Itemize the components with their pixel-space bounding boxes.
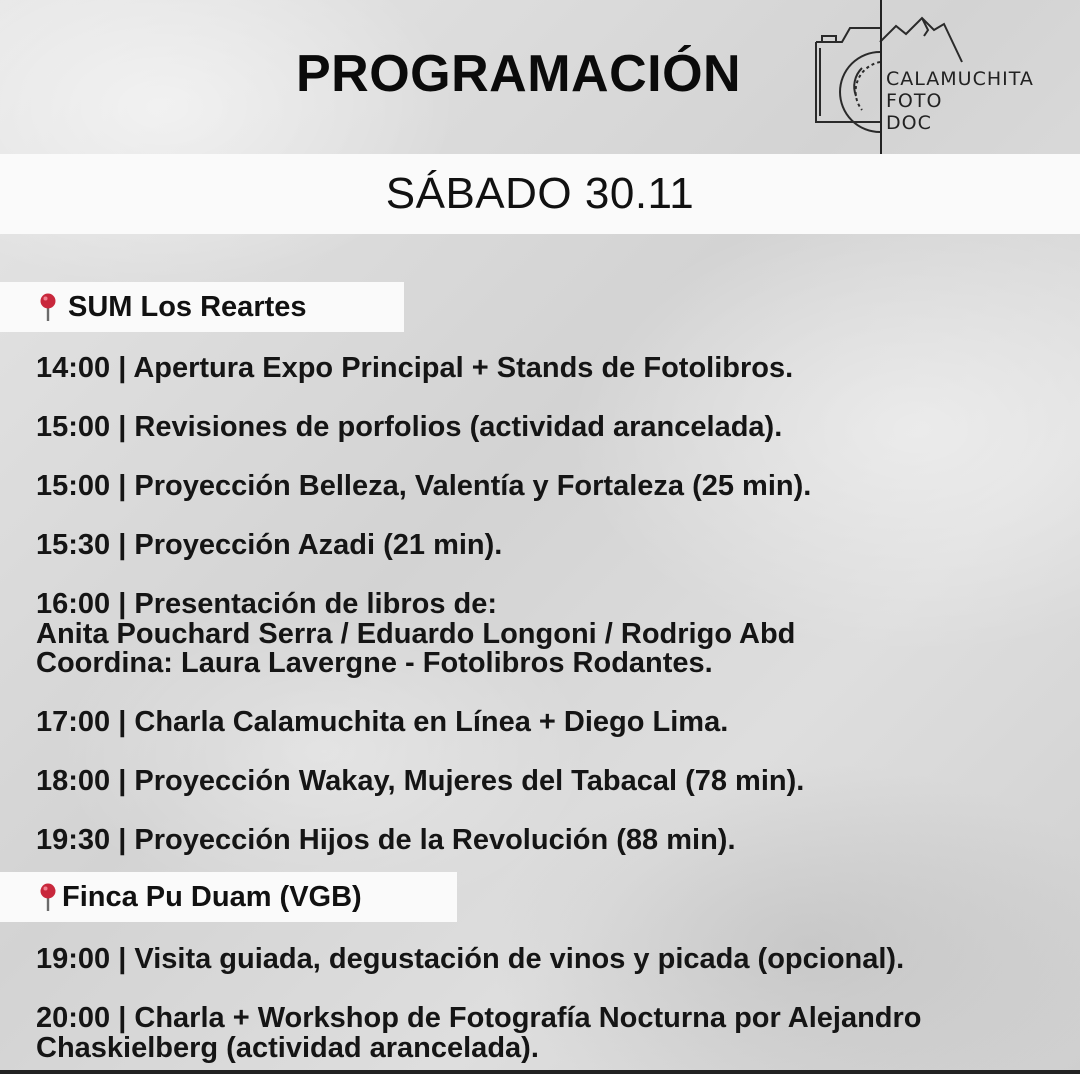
bottom-border bbox=[0, 1070, 1080, 1074]
entry-line: 20:00 | Charla + Workshop de Fotografía Nocturna por Alejandro bbox=[36, 1002, 922, 1034]
venue-name: SUM Los Reartes bbox=[68, 290, 307, 323]
schedule-entry bbox=[36, 590, 1066, 679]
logo-divider bbox=[880, 0, 882, 156]
logo-line-1: CALAMUCHITA bbox=[886, 68, 1034, 90]
page-title: PROGRAMACIÓN bbox=[296, 45, 742, 103]
logo-wordmark bbox=[886, 68, 1034, 134]
schedule-entry bbox=[36, 1004, 1066, 1063]
venue-name: Finca Pu Duam (VGB) bbox=[62, 880, 362, 913]
entry-line: Chaskielberg (actividad arancelada). bbox=[36, 1031, 539, 1064]
map-pin-icon bbox=[38, 882, 58, 912]
brand-logo bbox=[810, 0, 1072, 160]
entry-line: 18:00 | Proyección Wakay, Mujeres del Tabacal (78 min). bbox=[36, 765, 805, 797]
entry-line: 15:30 | Proyección Azadi (21 min). bbox=[36, 529, 503, 561]
map-pin-icon bbox=[38, 292, 58, 322]
entry-line: Coordina: Laura Lavergne - Fotolibros Rodantes. bbox=[36, 647, 713, 679]
entry-line: 14:00 | Apertura Expo Principal + Stands de Fotolibros. bbox=[36, 352, 794, 384]
entry-line: 15:00 | Proyección Belleza, Valentía y Fortaleza (25 min). bbox=[36, 470, 812, 502]
logo-line-3: DOC bbox=[886, 112, 932, 134]
entry-line: 15:00 | Revisiones de porfolios (actividad arancelada). bbox=[36, 411, 783, 443]
entry-line: 19:30 | Proyección Hijos de la Revolución (88 min). bbox=[36, 824, 736, 856]
schedule-entry bbox=[36, 413, 1066, 443]
entry-line: Anita Pouchard Serra / Eduardo Longoni / Rodrigo Abd bbox=[36, 617, 796, 650]
schedule-entry bbox=[36, 708, 1066, 738]
schedule-entry bbox=[36, 354, 1066, 384]
logo-line-2: FOTO bbox=[886, 90, 943, 112]
entry-line: 17:00 | Charla Calamuchita en Línea + Diego Lima. bbox=[36, 706, 729, 738]
schedule-entry bbox=[36, 531, 1066, 561]
date-banner bbox=[0, 154, 1080, 234]
schedule-entry bbox=[36, 826, 1066, 856]
date-label: SÁBADO 30.11 bbox=[385, 169, 695, 218]
venue-header-finca-pu-duam bbox=[0, 872, 457, 922]
schedule-entry bbox=[36, 767, 1066, 797]
schedule-entry bbox=[36, 945, 1066, 975]
entry-line: 16:00 | Presentación de libros de: bbox=[36, 588, 497, 620]
venue-header-sum-los-reartes bbox=[0, 282, 404, 332]
schedule-entry bbox=[36, 472, 1066, 502]
entry-line: 19:00 | Visita guiada, degustación de vinos y picada (opcional). bbox=[36, 943, 905, 975]
